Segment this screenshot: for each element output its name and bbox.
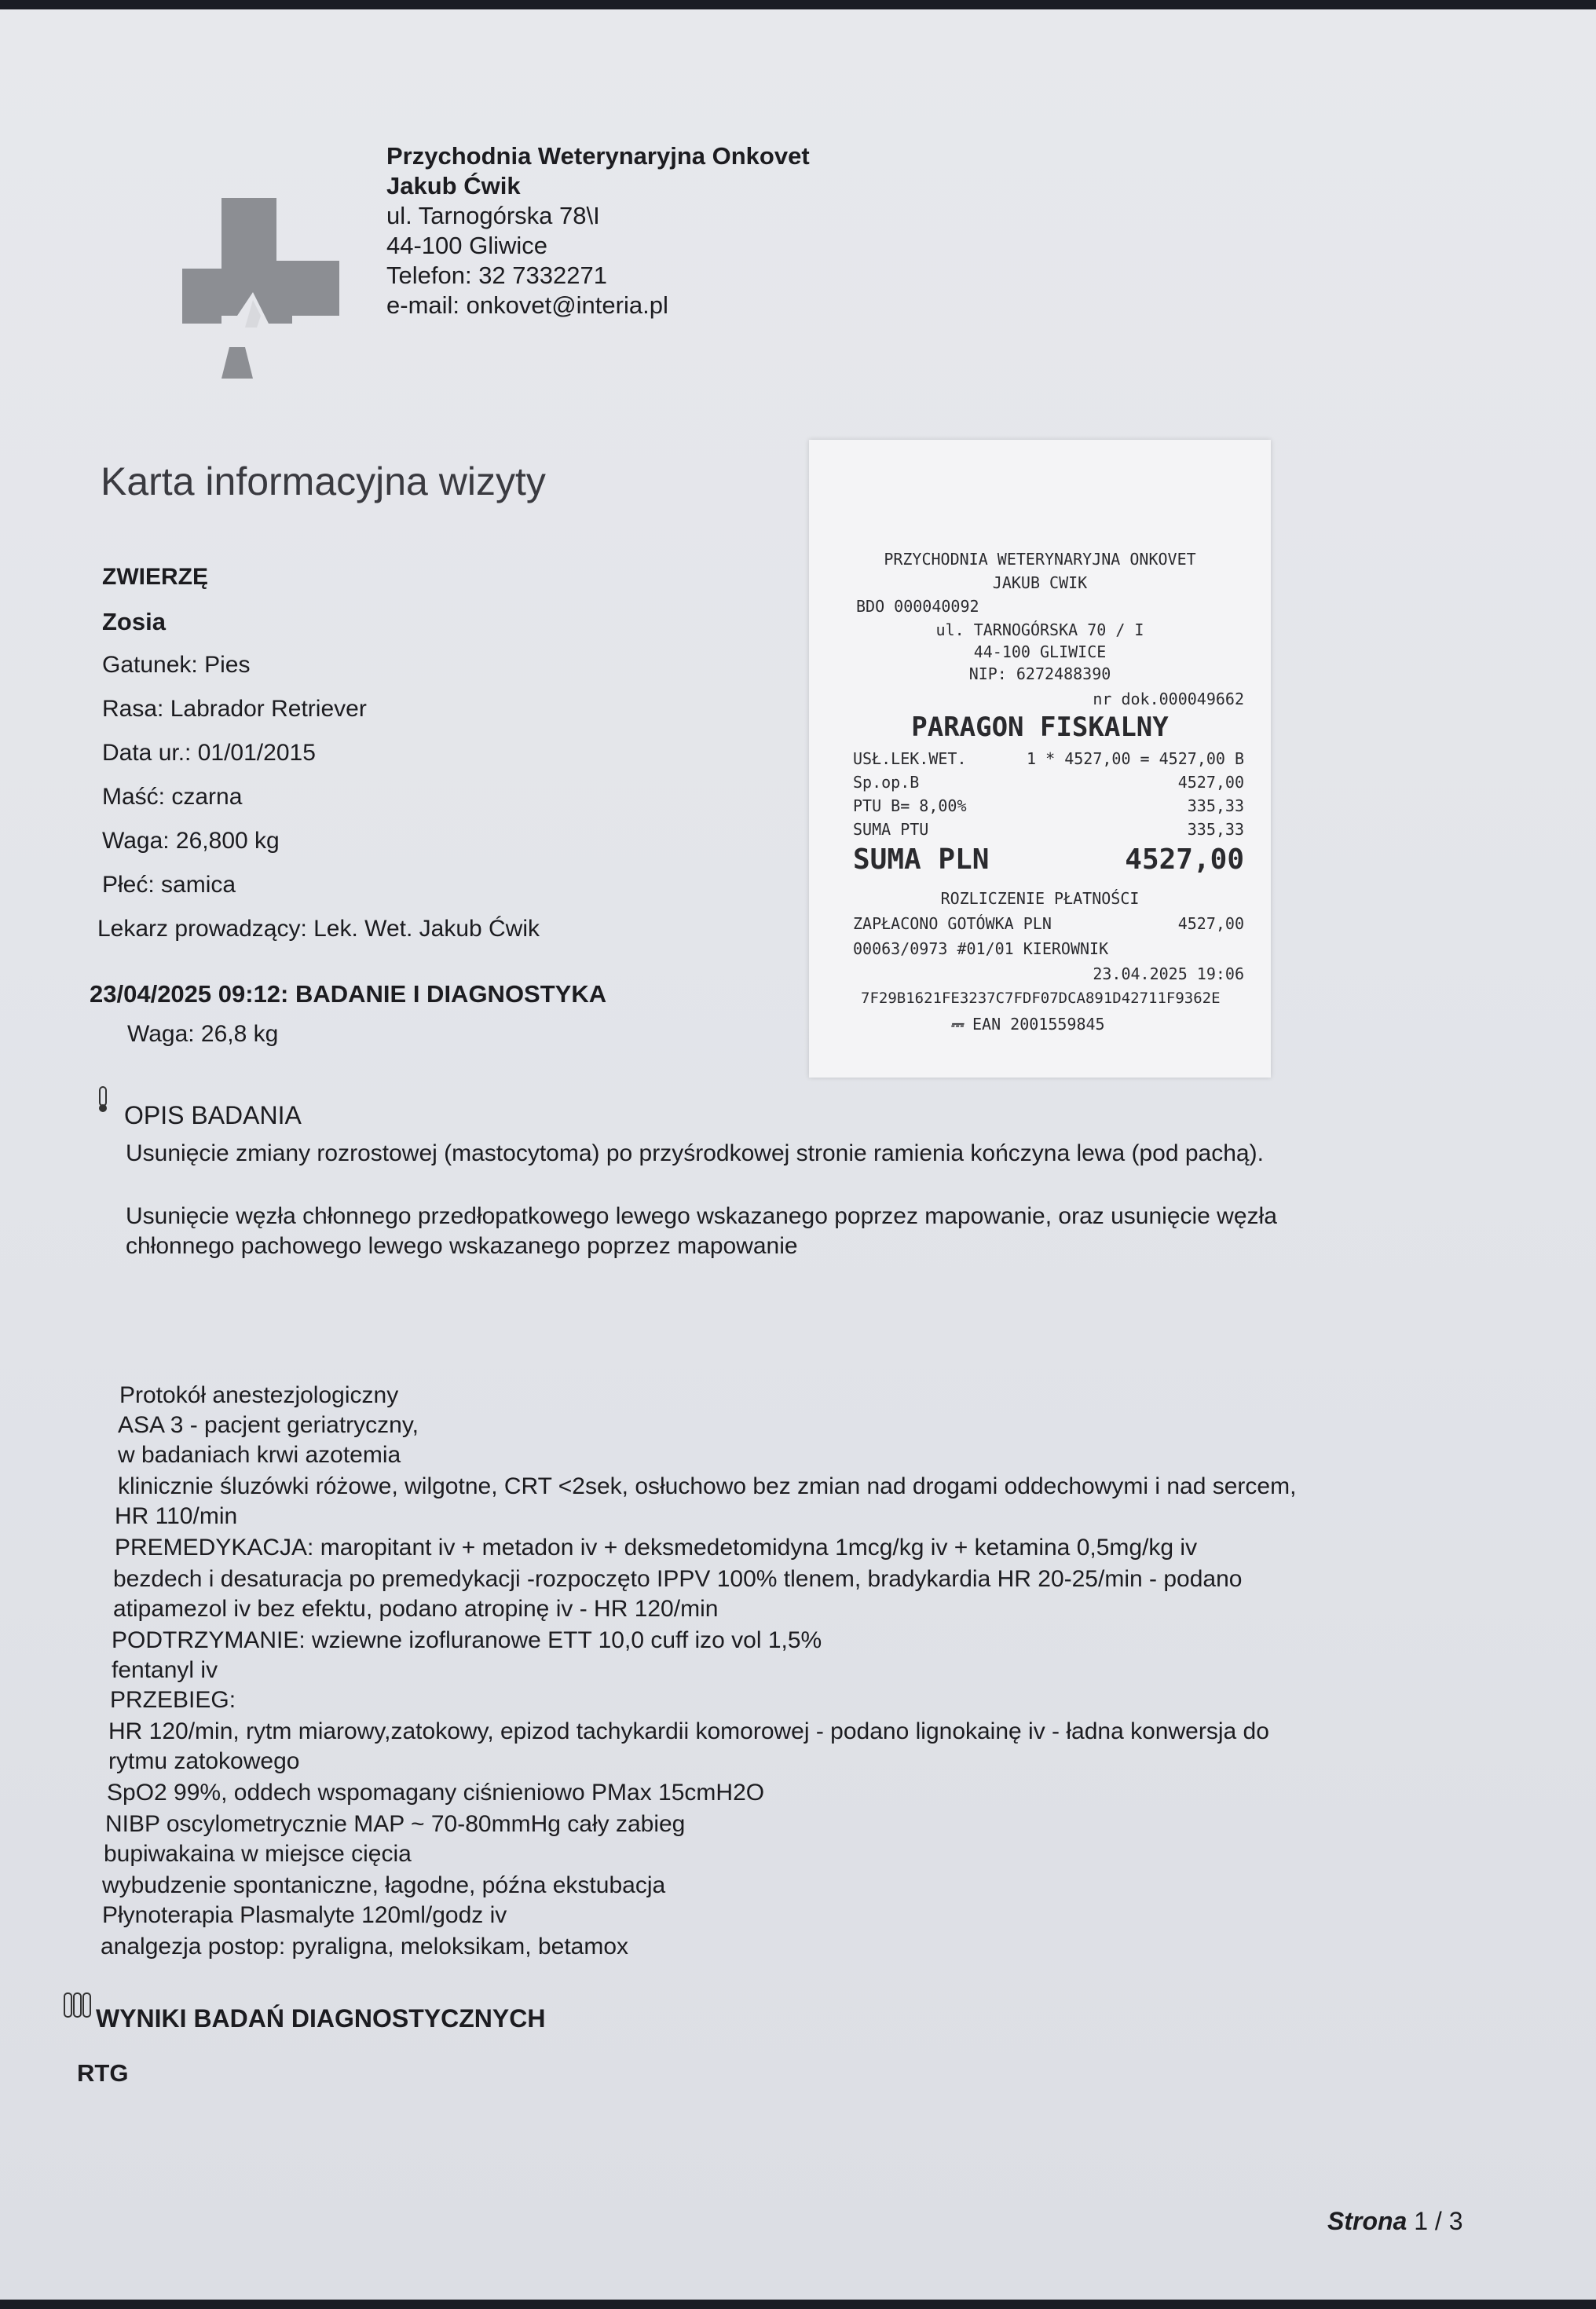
receipt-settlement: ROZLICZENIE PŁATNOŚCI xyxy=(940,889,1140,908)
receipt-street: ul. TARNOGÓRSKA 70 / I xyxy=(935,620,1144,639)
page-title: Karta informacyjna wizyty xyxy=(101,459,546,503)
test-tubes-icon xyxy=(61,1990,94,2025)
receipt-ptu-label: PTU B= 8,00% xyxy=(853,796,967,815)
receipt-ptu-value: 335,33 xyxy=(1187,796,1244,815)
page-total: / 3 xyxy=(1434,2207,1463,2235)
exam-paragraph-2a: Usunięcie węzła chłonnego przedłopatkowego lewego wskazanego poprzez mapowanie, oraz usunięcie węzła xyxy=(126,1203,1277,1229)
receipt-sum-ptu-value: 335,33 xyxy=(1187,820,1244,839)
fiscal-logo-icon: ⎓ xyxy=(950,1015,963,1034)
animal-birth-date: Data ur.: 01/01/2015 xyxy=(102,740,316,766)
results-section-heading: WYNIKI BADAŃ DIAGNOSTYCZNYCH xyxy=(96,2004,546,2033)
receipt-hash: 7F29B1621FE3237C7FDF07DCA891D42711F9362E xyxy=(861,990,1221,1007)
receipt-paid-label: ZAPŁACONO GOTÓWKA PLN xyxy=(853,914,1052,933)
page-label: Strona xyxy=(1327,2207,1407,2235)
animal-color: Maść: czarna xyxy=(102,784,243,810)
protocol-line: w badaniach krwi azotemia xyxy=(118,1442,401,1468)
exam-section-heading: OPIS BADANIA xyxy=(124,1101,302,1129)
clinic-logo xyxy=(174,198,339,402)
receipt-register: 00063/0973 #01/01 KIEROWNIK xyxy=(853,939,1109,958)
protocol-line: HR 120/min, rytm miarowy,zatokowy, epizod tachykardii komorowej - podano lignokainę iv - ładna konwersja do xyxy=(108,1718,1269,1744)
attending-vet: Lekarz prowadzący: Lek. Wet. Jakub Ćwik xyxy=(97,916,540,942)
clinic-phone: Telefon: 32 7332271 xyxy=(386,262,607,289)
exam-paragraph-2b: chłonnego pachowego lewego wskazanego poprzez mapowanie xyxy=(126,1233,798,1259)
page-current: 1 xyxy=(1414,2207,1429,2235)
receipt-datetime: 23.04.2025 19:06 xyxy=(1093,964,1244,983)
visit-weight: Waga: 26,8 kg xyxy=(127,1021,279,1047)
fiscal-receipt xyxy=(809,440,1271,1078)
receipt-paid-value: 4527,00 xyxy=(1177,914,1244,933)
protocol-line: PODTRZYMANIE: wziewne izofluranowe ETT 10,0 cuff izo vol 1,5% xyxy=(112,1627,822,1653)
receipt-owner: JAKUB CWIK xyxy=(992,573,1088,592)
clinic-name: Przychodnia Weterynaryjna Onkovet xyxy=(386,142,810,170)
receipt-sum-value: 4527,00 xyxy=(1125,843,1244,876)
animal-weight: Waga: 26,800 kg xyxy=(102,828,280,854)
document-page xyxy=(0,9,1596,2300)
receipt-sp-label: Sp.op.B xyxy=(853,773,920,792)
animal-section-heading: ZWIERZĘ xyxy=(102,564,208,590)
protocol-line: klinicznie śluzówki różowe, wilgotne, CRT <2sek, osłuchowo bez zmian nad drogami oddechowymi i nad sercem, xyxy=(118,1473,1297,1499)
protocol-line: ASA 3 - pacjent geriatryczny, xyxy=(118,1412,419,1438)
protocol-line: PRZEBIEG: xyxy=(110,1687,236,1713)
protocol-line: HR 110/min xyxy=(115,1503,238,1529)
exam-paragraph-1: Usunięcie zmiany rozrostowej (mastocytoma) po przyśrodkowej stronie ramienia kończyna lewa (pod pachą). xyxy=(126,1140,1264,1166)
protocol-line: analgezja postop: pyraligna, meloksikam, betamox xyxy=(101,1934,629,1960)
receipt-nip: NIP: 6272488390 xyxy=(968,664,1111,683)
receipt-heading: PARAGON FISKALNY xyxy=(911,712,1169,743)
animal-species: Gatunek: Pies xyxy=(102,652,251,678)
animal-breed: Rasa: Labrador Retriever xyxy=(102,696,367,722)
receipt-doc-number: nr dok.000049662 xyxy=(1093,690,1244,708)
receipt-item-name: USŁ.LEK.WET. xyxy=(853,749,967,768)
receipt-sp-value: 4527,00 xyxy=(1177,773,1244,792)
receipt-item-calc: 1 * 4527,00 = 4527,00 B xyxy=(1027,749,1244,768)
clinic-owner: Jakub Ćwik xyxy=(386,172,521,199)
clinic-street: ul. Tarnogórska 78\I xyxy=(386,202,600,229)
receipt-clinic-name: PRZYCHODNIA WETERYNARYJNA ONKOVET xyxy=(884,550,1196,569)
protocol-line: Protokół anestezjologiczny xyxy=(119,1382,399,1408)
protocol-line: PREMEDYKACJA: maropitant iv + metadon iv + deksmedetomidyna 1mcg/kg iv + ketamina 0,5mg/kg iv xyxy=(115,1535,1198,1561)
animal-sex: Płeć: samica xyxy=(102,872,236,898)
receipt-sum-ptu-label: SUMA PTU xyxy=(853,820,929,839)
receipt-ean xyxy=(950,1015,1105,1034)
protocol-line: atipamezol iv bez efektu, podano atropinę iv - HR 120/min xyxy=(113,1596,719,1622)
clinic-city: 44-100 Gliwice xyxy=(386,232,548,259)
visit-header: 23/04/2025 09:12: BADANIE I DIAGNOSTYKA xyxy=(90,980,607,1008)
receipt-ean-text: EAN 2001559845 xyxy=(972,1015,1105,1034)
animal-name: Zosia xyxy=(102,608,166,635)
protocol-line: SpO2 99%, oddech wspomagany ciśnieniowo PMax 15cmH2O xyxy=(107,1780,765,1806)
receipt-sum-label: SUMA PLN xyxy=(853,843,990,876)
results-item-rtg: RTG xyxy=(77,2059,129,2087)
protocol-line: fentanyl iv xyxy=(112,1657,218,1683)
protocol-line: bupiwakaina w miejsce cięcia xyxy=(104,1841,412,1867)
thermometer-icon xyxy=(94,1085,112,1118)
protocol-line: wybudzenie spontaniczne, łagodne, późna ekstubacja xyxy=(102,1872,666,1898)
protocol-line: NIBP oscylometrycznie MAP ~ 70-80mmHg cały zabieg xyxy=(105,1811,686,1837)
receipt-city: 44-100 GLIWICE xyxy=(973,642,1107,661)
page-number xyxy=(1327,2207,1463,2236)
protocol-line: rytmu zatokowego xyxy=(108,1748,300,1774)
receipt-bdo: BDO 000040092 xyxy=(856,597,979,616)
protocol-line: bezdech i desaturacja po premedykacji -rozpoczęto IPPV 100% tlenem, bradykardia HR 20-25/min - podano xyxy=(113,1566,1243,1592)
protocol-line: Płynoterapia Plasmalyte 120ml/godz iv xyxy=(102,1902,507,1928)
clinic-email: e-mail: onkovet@interia.pl xyxy=(386,291,668,319)
